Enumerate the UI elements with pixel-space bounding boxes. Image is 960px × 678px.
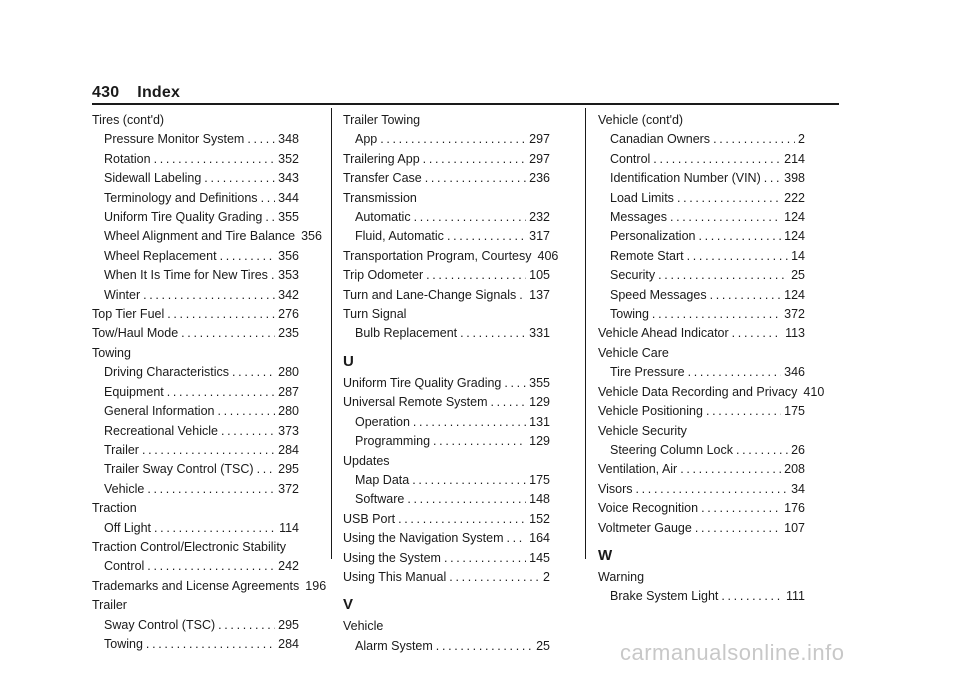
dot-leader (261, 189, 276, 208)
dot-leader (154, 150, 276, 169)
entry-label: Personalization (610, 229, 696, 244)
index-subentry (343, 490, 550, 509)
dot-leader (167, 305, 275, 324)
entry-label: Control (610, 151, 651, 166)
section-letter: V (343, 596, 354, 614)
dot-leader (504, 374, 526, 393)
column-divider (331, 108, 332, 559)
entry-label: Trailer Sway Control (TSC) (104, 462, 254, 477)
dot-leader (713, 130, 795, 149)
entry-label: Top Tier Fuel (92, 307, 165, 322)
page-reference: 222 (784, 190, 805, 205)
entry-label: Pressure Monitor System (104, 132, 245, 147)
dot-leader (221, 422, 275, 441)
page-reference: 287 (278, 384, 299, 399)
page-reference: 113 (785, 326, 805, 341)
dot-leader (257, 460, 276, 479)
index-subentry (598, 286, 805, 305)
index-entry (343, 374, 550, 393)
dot-leader (407, 490, 526, 509)
entry-label: Trip Odometer (343, 268, 424, 283)
page-reference: 356 (301, 229, 322, 244)
dot-leader (721, 587, 783, 606)
dot-leader (436, 637, 533, 656)
page-reference: 2 (543, 569, 550, 584)
dot-leader (154, 519, 276, 538)
dot-leader (146, 635, 275, 654)
dot-leader (147, 480, 275, 499)
index-subentry (343, 637, 550, 656)
section-letter: W (598, 546, 613, 564)
index-entry (343, 111, 550, 130)
index-subentry (92, 208, 299, 227)
index-entry (598, 383, 825, 402)
entry-label: General Information (104, 404, 215, 419)
entry-label: Recreational Vehicle (104, 423, 218, 438)
entry-label: Voltmeter Gauge (598, 520, 692, 535)
entry-label: Off Light (104, 520, 152, 535)
entry-label: Steering Column Lock (610, 442, 733, 457)
page-reference: 114 (279, 520, 299, 535)
index-subentry (598, 266, 805, 285)
column-divider (585, 108, 586, 559)
dot-leader (710, 286, 782, 305)
page-number: 430 (92, 84, 120, 101)
dot-leader (701, 499, 781, 518)
index-entry (598, 499, 805, 518)
entry-label: Vehicle Care (598, 345, 669, 360)
dot-leader (653, 150, 781, 169)
dot-leader (414, 208, 527, 227)
index-subentry (343, 130, 550, 149)
page-reference: 124 (784, 229, 805, 244)
dot-leader (764, 169, 781, 188)
entry-label: Turn and Lane-Change Signals (343, 287, 517, 302)
page-reference: 406 (537, 248, 559, 263)
dot-leader (181, 324, 275, 343)
page-reference: 276 (278, 307, 299, 322)
index-entry (92, 499, 299, 518)
index-entry (343, 150, 550, 169)
index-entry (598, 402, 805, 421)
entry-label: Voice Recognition (598, 501, 699, 516)
index-entry (343, 189, 550, 208)
entry-label: Using the System (343, 550, 441, 565)
index-subentry (598, 247, 805, 266)
entry-label: Driving Characteristics (104, 365, 230, 380)
page-reference: 280 (278, 365, 299, 380)
index-entry (598, 324, 805, 343)
page-reference: 26 (791, 442, 805, 457)
index-subentry (598, 189, 805, 208)
dot-leader (413, 413, 526, 432)
page-reference: 175 (529, 472, 550, 487)
index-subentry (598, 441, 805, 460)
page-reference: 242 (278, 559, 299, 574)
entry-label: Map Data (355, 472, 410, 487)
page-reference: 372 (278, 481, 299, 496)
page-reference: 236 (529, 171, 550, 186)
index-entry (598, 111, 805, 130)
dot-leader (677, 189, 781, 208)
dot-leader (433, 432, 526, 451)
entry-label: Towing (92, 345, 131, 360)
index-entry (343, 568, 550, 587)
page-reference: 235 (278, 326, 299, 341)
entry-label: Using the Navigation System (343, 531, 504, 546)
dot-leader (687, 247, 788, 266)
dot-leader (698, 227, 781, 246)
entry-label: Operation (355, 414, 410, 429)
index-entry (92, 596, 299, 615)
index-subentry (92, 383, 299, 402)
page-reference: 164 (529, 531, 550, 546)
index-subentry (598, 130, 805, 149)
page-reference: 355 (529, 375, 550, 390)
entry-label: Speed Messages (610, 287, 707, 302)
entry-label: Tires (cont'd) (92, 113, 165, 127)
page-reference: 331 (529, 326, 550, 341)
index-subentry (343, 227, 550, 246)
index-subentry (598, 305, 805, 324)
dot-leader (636, 480, 789, 499)
dot-leader (736, 441, 788, 460)
dot-leader (491, 393, 527, 412)
index-subentry (343, 471, 550, 490)
entry-label: Transportation Program, Courtesy (343, 248, 532, 263)
page-reference: 137 (529, 287, 550, 302)
entry-label: Programming (355, 434, 431, 449)
entry-label: Vehicle (104, 481, 145, 496)
entry-label: Security (610, 268, 656, 283)
dot-leader (265, 208, 275, 227)
index-subentry (92, 227, 322, 246)
index-subentry (92, 363, 299, 382)
entry-label: Tow/Haul Mode (92, 326, 179, 341)
dot-leader (142, 441, 275, 460)
dot-leader (460, 324, 526, 343)
index-subentry (343, 432, 550, 451)
page-reference: 208 (784, 462, 805, 477)
page-reference: 2 (798, 132, 805, 147)
index-entry (343, 286, 550, 305)
entry-label: Trademarks and License Agreements (92, 578, 300, 593)
entry-label: Transfer Case (343, 171, 422, 186)
dot-leader (167, 383, 275, 402)
index-entry (598, 344, 805, 363)
index-entry (92, 111, 299, 130)
watermark: carmanualsonline.info (620, 640, 845, 665)
page-reference: 373 (278, 423, 299, 438)
dot-leader (426, 266, 526, 285)
entry-label: Warning (598, 569, 645, 584)
entry-label: Terminology and Definitions (104, 190, 258, 205)
dot-leader (507, 529, 527, 548)
index-entry (343, 305, 550, 324)
dot-leader (652, 305, 781, 324)
entry-label: Vehicle Data Recording and Privacy (598, 384, 798, 399)
entry-label: Vehicle Ahead Indicator (598, 326, 729, 341)
index-entry (343, 510, 550, 529)
entry-label: Towing (104, 636, 143, 651)
entry-label: Canadian Owners (610, 132, 711, 147)
index-subentry (343, 324, 550, 343)
page-reference: 129 (529, 434, 550, 449)
entry-label: Vehicle (cont'd) (598, 113, 684, 127)
page-reference: 25 (791, 268, 805, 283)
index-subentry (92, 189, 299, 208)
page-reference: 343 (278, 171, 299, 186)
dot-leader (695, 519, 781, 538)
dot-leader (398, 510, 526, 529)
dot-leader (204, 169, 275, 188)
page-reference: 398 (784, 171, 805, 186)
index-column-3 (598, 111, 825, 607)
index-column-1 (92, 111, 327, 654)
page-reference: 295 (278, 617, 299, 632)
dot-leader (218, 616, 275, 635)
dot-leader (706, 402, 781, 421)
index-subentry (92, 130, 299, 149)
entry-label: Uniform Tire Quality Grading (343, 375, 502, 390)
entry-label: Towing (610, 307, 649, 322)
index-entry (92, 538, 299, 557)
entry-label: Vehicle Positioning (598, 404, 703, 419)
entry-label: Transmission (343, 190, 417, 205)
entry-label: Automatic (355, 210, 411, 225)
dot-leader (444, 549, 526, 568)
page-reference: 232 (529, 210, 550, 225)
entry-label: Rotation (104, 151, 151, 166)
page-reference: 353 (278, 268, 299, 283)
index-entry (598, 568, 805, 587)
page-reference: 107 (784, 520, 805, 535)
page-reference: 214 (784, 151, 805, 166)
page-reference: 152 (529, 511, 550, 526)
dot-leader (380, 130, 526, 149)
index-entry (92, 324, 299, 343)
entry-label: Fluid, Automatic (355, 229, 444, 244)
entry-label: Brake System Light (610, 589, 719, 604)
index-entry (343, 617, 550, 636)
index-subentry (598, 227, 805, 246)
entry-label: Tire Pressure (610, 365, 685, 380)
dot-leader (217, 402, 275, 421)
page-reference: 14 (791, 248, 805, 263)
entry-label: Ventilation, Air (598, 462, 678, 477)
index-entry (343, 393, 550, 412)
index-entry (343, 529, 550, 548)
dot-leader (423, 150, 526, 169)
index-entry (343, 247, 559, 266)
index-subentry (598, 208, 805, 227)
header-rule (92, 103, 839, 105)
page-reference: 342 (278, 287, 299, 302)
section-letter: U (343, 352, 354, 370)
entry-label: Using This Manual (343, 569, 447, 584)
index-entry (92, 577, 327, 596)
entry-label: Equipment (104, 384, 164, 399)
entry-label: When It Is Time for New Tires (104, 268, 268, 283)
page-reference: 348 (278, 132, 299, 147)
index-entry (598, 519, 805, 538)
page-header (92, 84, 180, 102)
page-reference: 124 (784, 210, 805, 225)
index-subentry (92, 169, 299, 188)
index-subentry (598, 363, 805, 382)
index-entry (92, 305, 299, 324)
page-reference: 317 (529, 229, 550, 244)
entry-label: Updates (343, 453, 390, 468)
entry-label: App (355, 132, 378, 147)
entry-label: Control (104, 559, 145, 574)
index-subentry (598, 169, 805, 188)
dot-leader (143, 286, 275, 305)
page-reference: 111 (785, 589, 805, 604)
entry-label: Vehicle (343, 619, 384, 634)
page-reference: 148 (529, 492, 550, 507)
entry-label: Visors (598, 481, 633, 496)
entry-label: Trailer Towing (343, 113, 421, 127)
dot-leader (425, 169, 526, 188)
entry-label: Trailer (104, 442, 139, 457)
page-reference: 280 (278, 404, 299, 419)
entry-label: Bulb Replacement (355, 326, 458, 341)
entry-label: Wheel Replacement (104, 248, 217, 263)
dot-leader (447, 227, 526, 246)
index-entry (343, 549, 550, 568)
entry-label: Uniform Tire Quality Grading (104, 210, 263, 225)
index-subentry (92, 266, 299, 285)
index-subentry (92, 616, 299, 635)
index-entry (343, 169, 550, 188)
index-subentry (92, 422, 299, 441)
dot-leader (732, 324, 782, 343)
dot-leader (247, 130, 275, 149)
index-subentry (92, 150, 299, 169)
page-reference: 145 (529, 550, 550, 565)
dot-leader (658, 266, 788, 285)
dot-leader (271, 266, 275, 285)
page-reference: 34 (791, 481, 805, 496)
page-reference: 297 (529, 132, 550, 147)
index-entry (343, 452, 550, 471)
page-reference: 372 (784, 307, 805, 322)
index-column-2 (343, 111, 559, 656)
entry-label: Wheel Alignment and Tire Balance (104, 229, 296, 244)
entry-label: Traction (92, 501, 137, 516)
index-subentry (92, 635, 299, 654)
page-reference: 284 (278, 442, 299, 457)
page-reference: 410 (803, 384, 825, 399)
entry-label: Sidewall Labeling (104, 171, 202, 186)
entry-label: USB Port (343, 511, 396, 526)
index-entry (92, 344, 299, 363)
page-reference: 131 (529, 414, 550, 429)
index-subentry (598, 150, 805, 169)
dot-leader (519, 286, 526, 305)
index-subentry (92, 286, 299, 305)
dot-leader (412, 471, 526, 490)
entry-label: Universal Remote System (343, 395, 488, 410)
dot-leader (220, 247, 276, 266)
index-subentry (92, 557, 299, 576)
entry-label: Load Limits (610, 190, 674, 205)
page-reference: 295 (278, 462, 299, 477)
page-reference: 105 (529, 268, 550, 283)
page-reference: 176 (784, 501, 805, 516)
entry-label: Turn Signal (343, 307, 407, 322)
index-subentry (92, 441, 299, 460)
page-title: Index (137, 84, 181, 101)
page-reference: 346 (784, 365, 805, 380)
dot-leader (147, 557, 275, 576)
entry-label: Software (355, 492, 405, 507)
index-subentry (92, 480, 299, 499)
page-reference: 344 (278, 190, 299, 205)
page-reference: 356 (278, 248, 299, 263)
entry-label: Vehicle Security (598, 423, 687, 438)
page-reference: 284 (278, 636, 299, 651)
dot-leader (688, 363, 782, 382)
dot-leader (232, 363, 275, 382)
dot-leader (670, 208, 781, 227)
index-subentry (92, 402, 299, 421)
page-reference: 129 (529, 395, 550, 410)
entry-label: Alarm System (355, 638, 433, 653)
page-reference: 124 (784, 287, 805, 302)
index-subentry (92, 460, 299, 479)
index-entry (598, 480, 805, 499)
entry-label: Remote Start (610, 248, 684, 263)
entry-label: Messages (610, 210, 667, 225)
entry-label: Sway Control (TSC) (104, 617, 216, 632)
index-entry (598, 422, 805, 441)
entry-label: Traction Control/Electronic Stability (92, 539, 287, 554)
page-reference: 196 (305, 578, 327, 593)
page-reference: 355 (278, 210, 299, 225)
index-entry (598, 460, 805, 479)
page-reference: 175 (784, 404, 805, 419)
index-subentry (343, 208, 550, 227)
page-reference: 352 (278, 151, 299, 166)
index-subentry (92, 519, 299, 538)
entry-label: Winter (104, 287, 141, 302)
index-subentry (92, 247, 299, 266)
dot-leader (680, 460, 781, 479)
page-reference: 25 (536, 638, 550, 653)
page-reference: 297 (529, 151, 550, 166)
entry-label: Identification Number (VIN) (610, 171, 761, 186)
index-entry (343, 266, 550, 285)
index-subentry (598, 587, 805, 606)
entry-label: Trailer (92, 598, 127, 613)
index-subentry (343, 413, 550, 432)
dot-leader (449, 568, 540, 587)
entry-label: Trailering App (343, 151, 420, 166)
